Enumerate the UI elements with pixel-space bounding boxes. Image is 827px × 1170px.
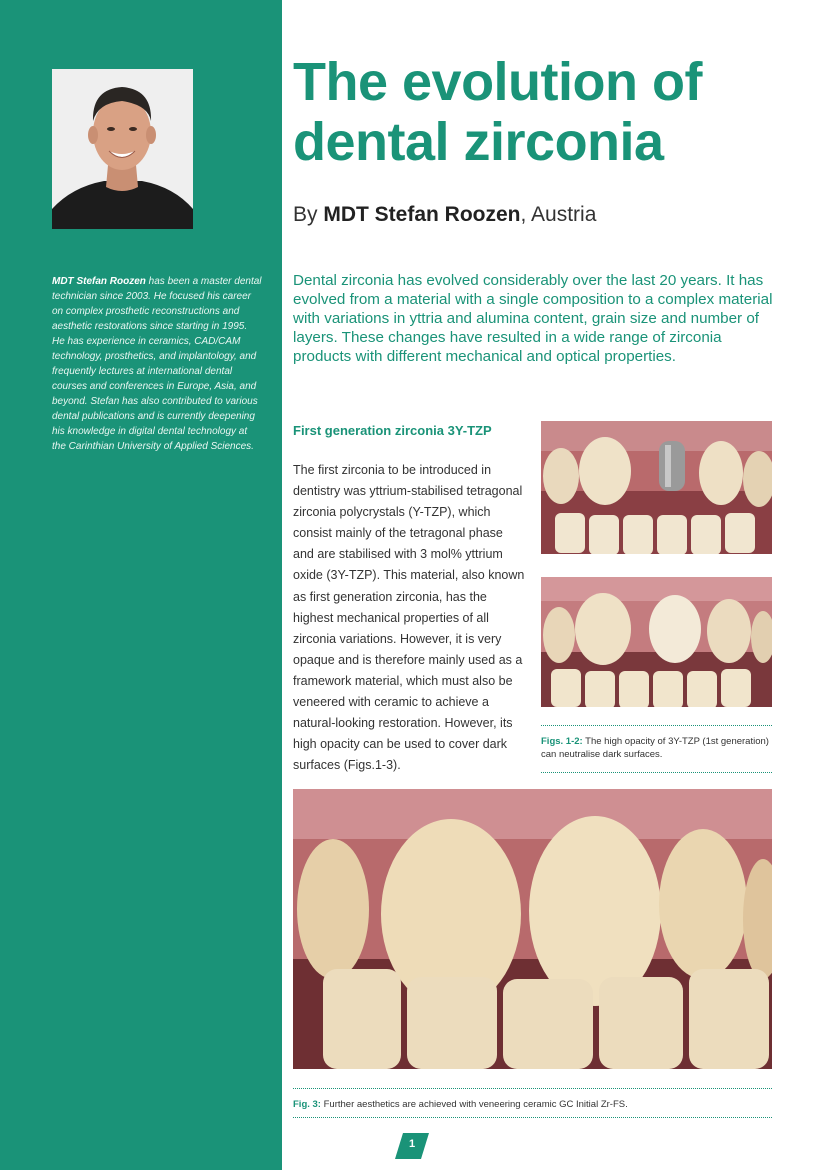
section-heading: First generation zirconia 3Y-TZP: [293, 423, 492, 438]
figure-1-image: [541, 421, 772, 554]
figure-2-photo: [541, 577, 772, 707]
author-portrait: [52, 69, 193, 229]
byline-location: , Austria: [520, 203, 597, 226]
figure-1-photo: [541, 421, 772, 554]
body-paragraph: The first zirconia to be introduced in dentistry was yttrium-stabilised tetragonal zirconia polycrystals (Y-TZP), which consist mainly of the tetragonal phase and are stabilised with 3 mol% yttrium oxide (3Y-TZP). This material, also known as first generation zirconia, has the highest mechanical properties of all zirconia variations. However, it is very opaque and is therefore mainly used as a framework material, which must also be veneered with ceramic to achieve a natural-looking restoration. However, its high opacity can be used to cover dark surfaces (Figs.1-3).: [293, 463, 525, 773]
caption-divider-bottom: [541, 772, 772, 773]
caption-label: Figs. 1-2:: [541, 736, 583, 747]
figure-1-2-caption: [541, 735, 772, 761]
byline-prefix: By: [293, 203, 324, 226]
author-bio: [52, 274, 262, 454]
bio-text: has been a master dental technician since 2003. He focused his career on complex prosthetic reconstructions and aesthetic restorations since starting in 1995. He has experience in ceramics, CAD/CAM technology, prosthetics, and implantology, and frequently lectures at international dental courses and conferences in Europe, Asia, and beyond. Stefan has also contributed to various dental publications and is currently deepening his knowledge in digital dental technology at the Carinthian University of Applied Sciences.: [52, 276, 262, 452]
caption-text: The high opacity of 3Y-TZP (1st generation) can neutralise dark surfaces.: [541, 736, 769, 760]
author-portrait-image: [52, 69, 193, 229]
caption-divider-top: [541, 725, 772, 726]
byline-author: MDT Stefan Roozen: [323, 203, 521, 226]
bio-author-name: MDT Stefan Roozen: [52, 276, 146, 287]
page-number: 1: [408, 1138, 416, 1150]
figure-3-image: [293, 789, 772, 1069]
title-line-2: dental zirconia: [293, 112, 664, 172]
lead-paragraph: Dental zirconia has evolved considerably over the last 20 years. It has evolved from a material with a single composition to a complex material with variations in yttria and alumina content, grain size and number of layers. These changes have resulted in a wide range of zirconia products with different mechanical and optical properties.: [293, 272, 773, 365]
author-sidebar: [0, 0, 282, 1170]
byline: [293, 203, 596, 227]
figure-3-photo: [293, 789, 772, 1069]
figure-2-image: [541, 577, 772, 707]
fig3-caption-divider-top: [293, 1088, 772, 1089]
fig3-caption-label: Fig. 3:: [293, 1099, 321, 1110]
fig3-caption-divider-bottom: [293, 1117, 772, 1118]
fig3-caption-text: Further aesthetics are achieved with veneering ceramic GC Initial Zr-FS.: [320, 1099, 628, 1110]
article-title: [293, 52, 813, 172]
figure-3-caption: [293, 1098, 772, 1111]
title-line-1: The evolution of: [293, 52, 702, 112]
page-number-badge: [395, 1133, 429, 1159]
